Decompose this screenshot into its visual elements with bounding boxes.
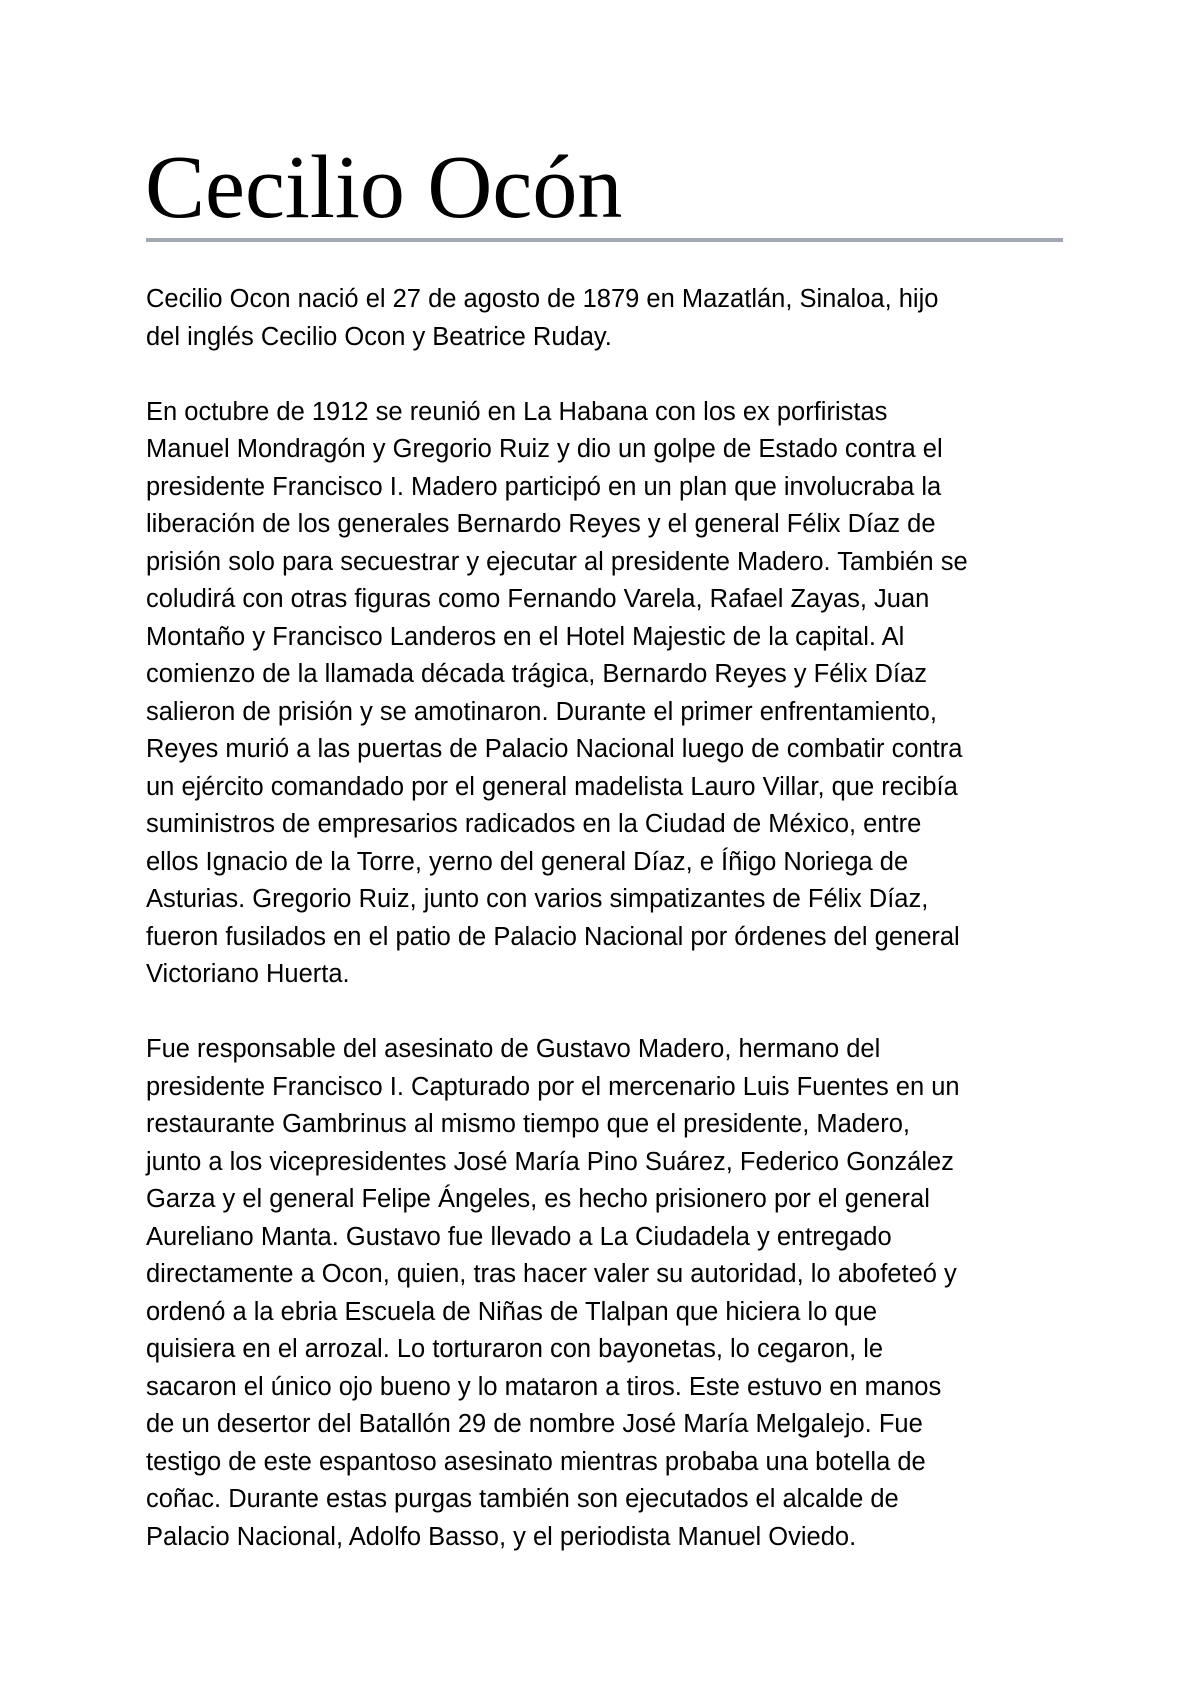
text-line: Fue responsable del asesinato de Gustavo Madero, hermano del	[146, 1035, 881, 1063]
text-line: prisión solo para secuestrar y ejecutar al presidente Madero. También se	[146, 547, 968, 576]
text-line: presidente Francisco I. Capturado por el mercenario Luis Fuentes en un	[146, 1072, 960, 1101]
text-line: liberación de los generales Bernardo Reyes y el general Félix Díaz de	[146, 510, 936, 538]
text-line: Garza y el general Felipe Ángeles, es hecho prisionero por el general	[146, 1185, 930, 1213]
text-line: quisiera en el arrozal. Lo torturaron con bayonetas, lo cegaron, le	[146, 1335, 884, 1363]
paragraph	[146, 394, 1146, 994]
text-line: ordenó a la ebria Escuela de Niñas de Tlalpan que hiciera lo que	[146, 1297, 878, 1326]
text-line: coñac. Durante estas purgas también son ejecutados el alcalde de	[146, 1485, 899, 1513]
text-line: comienzo de la llamada década trágica, Bernardo Reyes y Félix Díaz	[146, 660, 927, 688]
text-line: Manuel Mondragón y Gregorio Ruiz y dio un golpe de Estado contra el	[146, 435, 943, 463]
text-line: directamente a Ocon, quien, tras hacer valer su autoridad, lo abofeteó y	[146, 1260, 957, 1288]
text-line: fueron fusilados en el patio de Palacio Nacional por órdenes del general	[146, 922, 960, 951]
text-line: un ejército comandado por el general madelista Lauro Villar, que recibía	[146, 772, 958, 801]
page-title: Cecilio Ocón	[145, 138, 623, 237]
text-line: suministros de empresarios radicados en la Ciudad de México, entre	[146, 810, 922, 838]
text-line: ellos Ignacio de la Torre, yerno del general Díaz, e Íñigo Noriega de	[146, 847, 909, 876]
document-body	[146, 281, 1146, 1594]
text-line: salieron de prisión y se amotinaron. Durante el primer enfrentamiento,	[146, 697, 937, 726]
text-line: del inglés Cecilio Ocon y Beatrice Ruday.	[146, 322, 612, 351]
text-line: Asturias. Gregorio Ruiz, junto con varios simpatizantes de Félix Díaz,	[146, 885, 929, 913]
paragraph	[146, 1031, 1146, 1556]
text-line: sacaron el único ojo bueno y lo mataron a tiros. Este estuvo en manos	[146, 1372, 942, 1401]
paragraph	[146, 281, 1146, 356]
text-line: En octubre de 1912 se reunió en La Habana con los ex porfiristas	[146, 397, 888, 426]
text-line: Reyes murió a las puertas de Palacio Nacional luego de combatir contra	[146, 735, 963, 763]
text-line: coludirá con otras figuras como Fernando Varela, Rafael Zayas, Juan	[146, 585, 930, 613]
text-line: de un desertor del Batallón 29 de nombre José María Melgalejo. Fue	[146, 1410, 923, 1438]
text-line: junto a los vicepresidentes José María Pino Suárez, Federico González	[146, 1147, 954, 1176]
text-line: Palacio Nacional, Adolfo Basso, y el periodista Manuel Oviedo.	[146, 1522, 857, 1551]
title-divider	[146, 238, 1063, 242]
text-line: Victoriano Huerta.	[146, 960, 350, 988]
text-line: presidente Francisco I. Madero participó en un plan que involucraba la	[146, 472, 942, 501]
text-line: Cecilio Ocon nació el 27 de agosto de 1879 en Mazatlán, Sinaloa, hijo	[146, 285, 939, 313]
text-line: testigo de este espantoso asesinato mientras probaba una botella de	[146, 1447, 926, 1476]
text-line: Montaño y Francisco Landeros en el Hotel Majestic de la capital. Al	[146, 622, 905, 651]
text-line: Aureliano Manta. Gustavo fue llevado a La Ciudadela y entregado	[146, 1222, 892, 1251]
text-line: restaurante Gambrinus al mismo tiempo que el presidente, Madero,	[146, 1110, 910, 1138]
